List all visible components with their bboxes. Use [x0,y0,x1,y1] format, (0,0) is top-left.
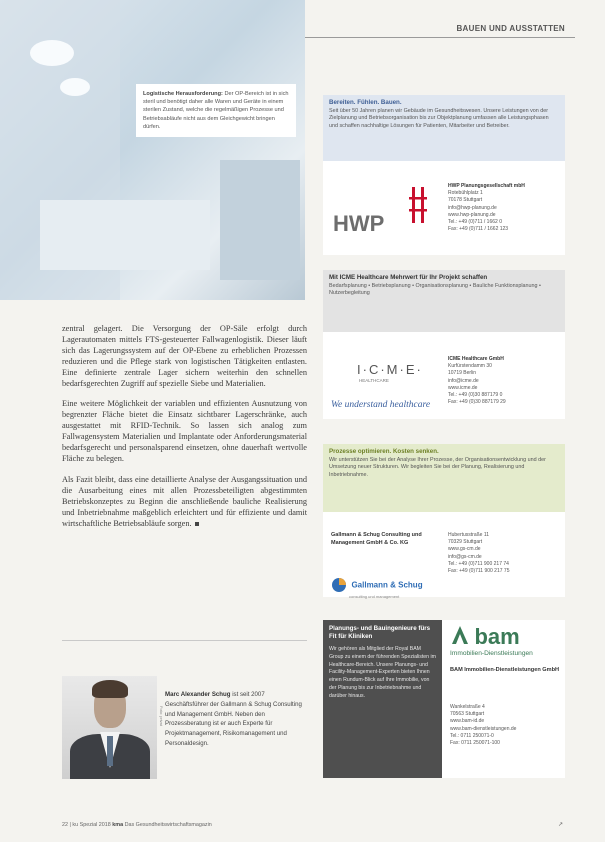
phone-line: Tel.: 0711 250071-0 [450,732,494,739]
author-box [62,676,307,779]
bam-company: BAM Immobilien-Dienstleistungen GmbH [450,667,560,673]
brand-subline: Das Gesundheitswirtschaftsmagazin [124,822,212,828]
hwp-logo: HWP [333,211,385,236]
page-corner-mark: ↗ [557,822,563,828]
operating-room-photo [0,0,305,300]
photo-surgical-lamp-2 [60,78,90,96]
section-header: BAUEN UND AUSSTATTEN [456,24,565,33]
bam-ad-desc: Wir gehören als Mitglied der Royal BAM Group zu einem der führenden Spezialisten im Healthcare-Bereich. Unsere Planungs- und Facility-Management-Experten bieten Ihnen einen Rundum-Blick auf Ihre Immobilie, von der Planung bis zur Inbetriebnahme und darüber hinaus. [329,646,436,699]
body-paragraph [62,475,307,530]
author-hair [92,680,128,698]
author-tie [107,736,113,766]
address-line: 70329 Stuttgart [448,539,483,546]
hwp-ad-desc: Seit über 50 Jahren planen wir Gebäude im Gesundheitswesen. Unsere Leistungen von der Zielplanung und Betriebsorganisation bis zur Objektplanung umfassen alle Leistungsphasen und schaffen nachhaltige Lösungen für Patienten, Mitarbeiter und Betreiber. [329,108,549,129]
fax-line: Fax: 0711 250071-100 [450,740,500,747]
gs-logo [331,576,423,599]
address-line: 70178 Stuttgart [448,197,483,204]
address-line: 10719 Berlin [448,370,477,377]
brand-label: kma [112,822,124,828]
website-link[interactable]: www.bam-dienstleistungen.de [450,725,517,732]
photo-caption [136,84,296,137]
gs-ad-title: Prozesse optimieren. Kosten senken. [329,448,439,455]
hwp-company: HWP Planungsgesellschaft mbH [448,183,525,189]
page-footer: 22 | ku Spezial 2018 kma Das Gesundheitswirtschaftsmagazin [62,822,212,828]
website-link[interactable]: www.hwp-planung.de [448,211,496,218]
gs-ad-header [323,444,565,512]
address-line: Rotebühlplatz 1 [448,190,483,197]
caption-title: Logistische Herausforderung: [143,91,223,97]
icme-ad-title: Mit ICME Healthcare Mehrwert für Ihr Projekt schaffen [329,274,488,281]
photo-cabinet [220,160,300,280]
email-link[interactable]: info@gs-cm.de [448,553,482,560]
hwp-ad-box [323,95,565,255]
bam-ad-title: Planungs- und Bauingenieure fürs Fit für Kliniken [329,625,431,640]
photo-surgical-lamp [30,40,74,66]
icme-ad-header [323,270,565,332]
hwp-ad-header [323,95,565,161]
bam-ad-box [323,620,565,778]
phone-line: Tel.: +49 (0)30 887179 0 [448,392,503,399]
address-line: Wankelstraße 4 [450,704,485,710]
gs-logo-text: Gallmann & Schug [351,580,423,590]
caption-text: Der OP-Bereich ist in sich steril und benötigt daher alle Waren und Geräte in einem sterilen Zustand, welche die regelmäßigen Prozesse und Betriebsabläufe nicht aus dem Gleichgewicht bringen dürfen. [143,91,289,130]
article-body [62,324,307,539]
website-link[interactable]: www.icme.de [448,384,478,391]
address-line: Kurfürstendamm 30 [448,363,492,370]
page-number: 22 [62,822,68,828]
author-text: ist seit 2007 Geschäftsführer der Gallmann & Schug Consulting und Management GmbH. Neben den Prozessberatung ist er auch Experte für Projektmanagement, Risikomanagement und Personaldesign. [165,691,302,747]
photo-credit: Foto: privat [159,706,164,727]
gs-ad-box [323,444,565,597]
body-paragraph: Eine weitere Möglichkeit der variablen und effizienten Ausnutzung von begrenzter Fläche bietet die Einsatz sichtbarer Lagerschränke, auch ausgestattet mit RFID-Technik. So lassen sich analog zum Fallwagensystem Materialien und Implantate oder Anforderungsmaterial bedarfsgerecht und personalsparend einsetzen, ohne dauerhaft wertvolle Fläche zu belegen. [62,399,307,463]
website-link[interactable]: www.bam-id.de [450,718,485,725]
photo-operating-table [40,200,210,270]
phone-line: Tel.: +49 (0)711 900 217 74 [448,560,509,567]
gs-logo-sub: consulting und management [349,594,400,599]
website-link[interactable]: www.gs-cm.de [448,546,481,553]
icme-logo: I·C·M·E· [357,362,423,377]
fax-line: Fax: +49 (0)711 900 217 75 [448,568,510,575]
hwp-logo-mark-icon [409,187,427,223]
header-rule [305,37,575,38]
icme-ad-desc: Bedarfsplanung • Betriebsplanung • Organisationsplanung • Bauliche Funktionsplanung • Nutzerbegleitung [329,283,541,297]
gs-logo-icon [331,577,347,593]
body-paragraph-text: Als Fazit bleibt, dass eine detaillierte Analyse der Ausgangssituation und die Ausarbeitung eines mit allen Prozessbeteiligten abgestimmten Betriebskonzeptes zu Beginn die anschließende bauliche Realisierung und Inbetriebnahme maßgeblich erleichtert und für effiziente und damit wirtschaftliche Betriebsabläufe sorgen. [62,474,307,528]
icme-logo-sub: HEALTHCARE [359,378,389,383]
icme-slogan: We understand healthcare [331,400,431,410]
body-paragraph: zentral gelagert. Die Versorgung der OP-Säle erfolgt durch Lagerautomaten mittels FTS-gesteuerter Fallwagenlogistik. Dieser läuft sich das Lagerungssystem auf der OP-Ebene zu erheblichen Prozessen reduzieren und die Pflege stark von logistischen Tätigkeiten entlasten. Eine definierte zentrale Lager sichern weiterhin den schnellen bedarfsgerechten Zugriff auf spezielle Siebe und Materialien. [62,324,307,388]
bam-logo-sub: Immobilien-Dienstleistungen [450,650,533,657]
author-bio [165,690,305,749]
end-mark-icon [195,522,199,526]
bam-address [450,704,516,747]
author-separator [62,640,307,641]
icme-company: ICME Healthcare GmbH [448,356,504,362]
email-link[interactable]: info@icme.de [448,377,479,384]
icme-ad-box [323,270,565,419]
bam-logo-text: bam [474,624,520,649]
email-link[interactable]: info@hwp-planung.de [448,204,497,211]
bam-ad-panel [323,620,442,778]
hwp-address [448,183,525,233]
icme-address [448,356,506,406]
author-photo [62,676,157,779]
issue-label: ku Spezial 2018 [72,822,111,828]
bam-logo-icon [450,624,470,646]
fax-line: Fax: +49 (0)30 887179 29 [448,399,506,406]
author-name: Marc Alexander Schug [165,691,231,698]
fax-line: Fax: +49 (0)711 / 1662 123 [448,226,509,233]
bam-logo [450,624,533,658]
address-line: 70563 Stuttgart [450,711,485,718]
phone-line: Tel.: +49 (0)711 / 1662 0 [448,219,502,226]
gs-address [448,532,509,575]
gs-ad-desc: Wir unterstützen Sie bei der Analyse Ihrer Prozesse, der Organisationsentwicklung und der Umsetzung neuer Strukturen. Wir begleiten Sie bei der Planung, Realisierung und Inbetriebnahme. [329,457,546,478]
hwp-ad-title: Bereiten. Fühlen. Bauen. [329,99,402,106]
address-line: Hubertusstraße 11 [448,532,490,538]
gs-company: Gallmann & Schug Consulting und Management GmbH & Co. KG [331,532,422,546]
